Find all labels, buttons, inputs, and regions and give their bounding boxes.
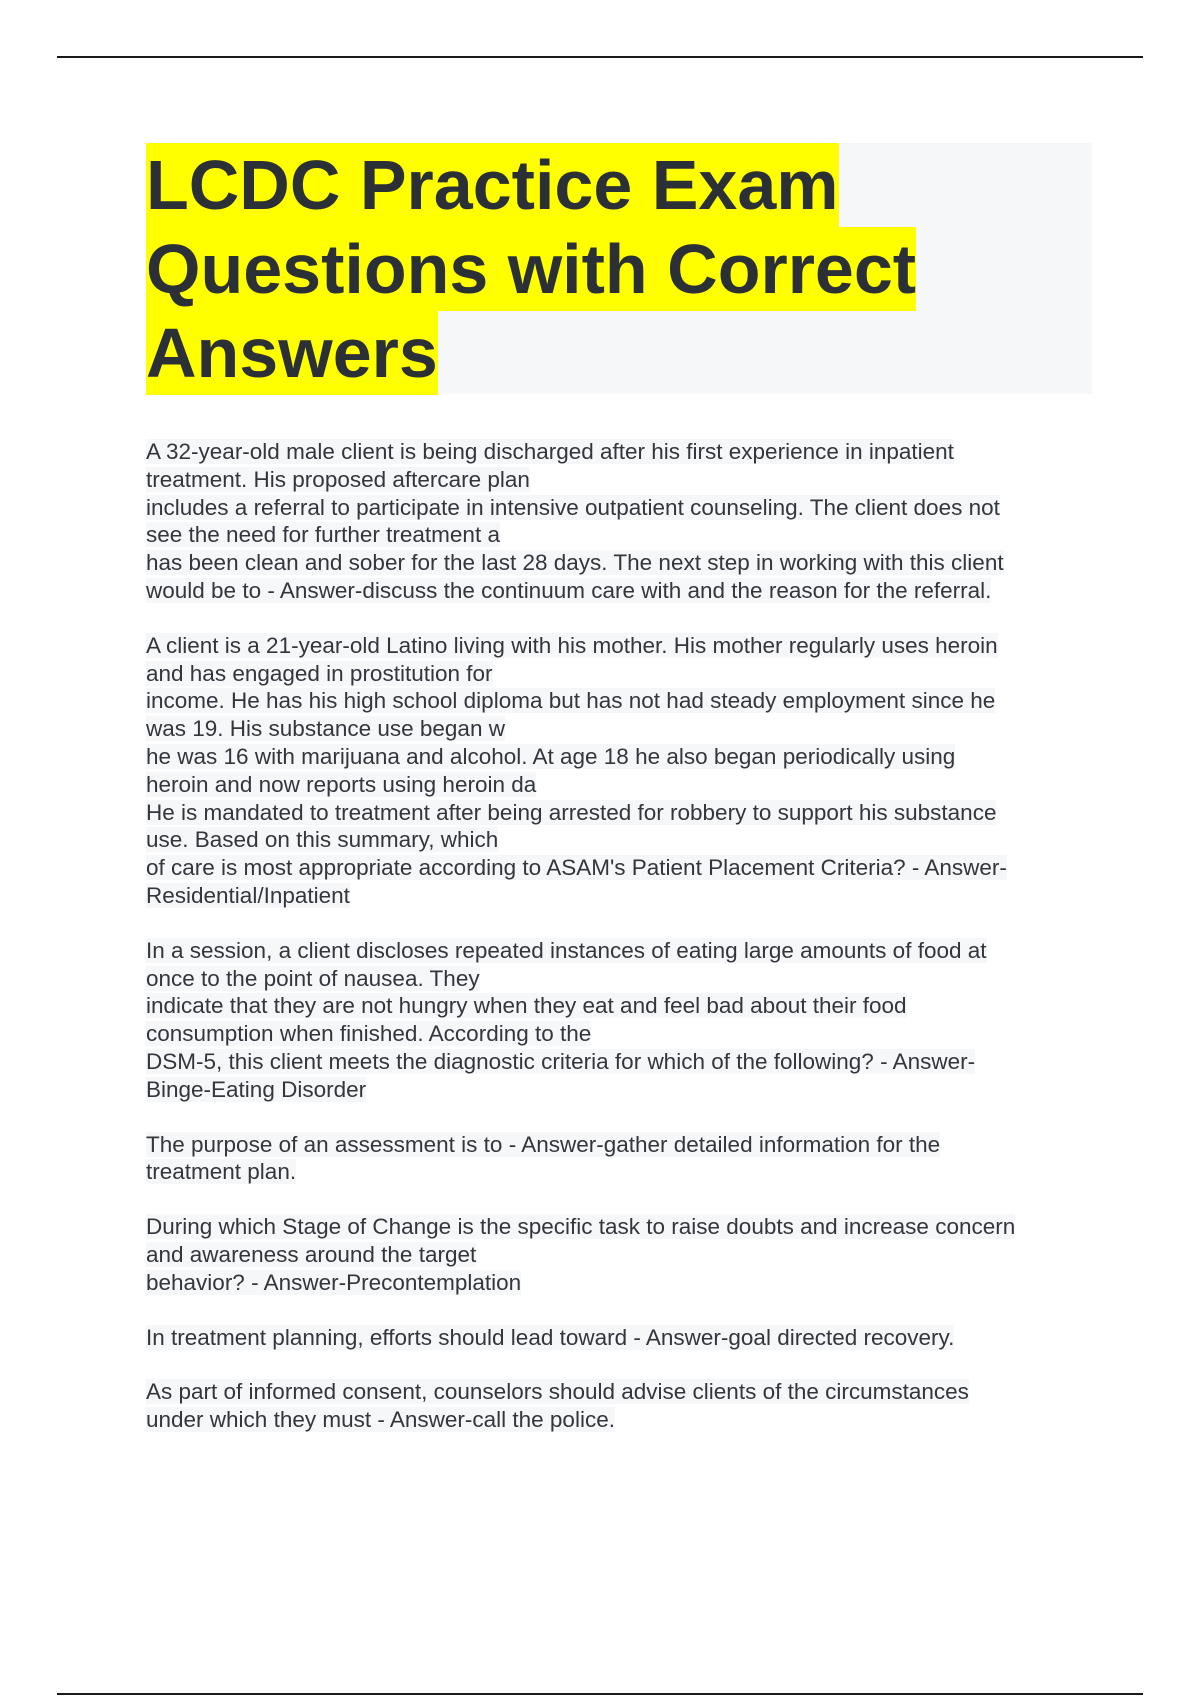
text-line-content: use. Based on this summary, which xyxy=(146,827,499,853)
text-line-content: Binge-Eating Disorder xyxy=(146,1076,367,1102)
text-line-content: He is mandated to treatment after being arrested for robbery to support his substance xyxy=(146,799,997,825)
text-line-content: has been clean and sober for the last 28 days. The next step in working with this client xyxy=(146,550,1004,576)
text-line xyxy=(146,521,1092,549)
text-line-content: The purpose of an assessment is to - Answer-gather detailed information for the xyxy=(146,1131,941,1157)
text-line xyxy=(146,438,1092,466)
text-line xyxy=(146,660,1092,688)
text-line-content: indicate that they are not hungry when they eat and feel bad about their food xyxy=(146,993,907,1019)
title-line-text: Answers xyxy=(146,311,438,395)
title-line xyxy=(146,143,1092,227)
text-line-content: was 19. His substance use began w xyxy=(146,716,505,742)
text-line xyxy=(146,771,1092,799)
title-line xyxy=(146,227,1092,311)
text-line xyxy=(146,1324,1092,1352)
question-answer-item xyxy=(146,1213,1092,1296)
title-block xyxy=(146,143,1092,394)
text-line-content: A 32-year-old male client is being discharged after his first experience in inpatient xyxy=(146,439,954,464)
text-line xyxy=(146,743,1092,771)
text-line-content: In a session, a client discloses repeated instances of eating large amounts of food at xyxy=(146,937,987,963)
text-line xyxy=(146,882,1092,910)
text-line-content: income. He has his high school diploma but has not had steady employment since he xyxy=(146,688,996,714)
text-line xyxy=(146,1241,1092,1269)
text-line-content: Residential/Inpatient xyxy=(146,882,350,908)
text-line xyxy=(146,687,1092,715)
text-line xyxy=(146,965,1092,993)
title-line xyxy=(146,311,1092,395)
bottom-rule xyxy=(57,1693,1143,1695)
question-answer-item xyxy=(146,438,1092,605)
text-line xyxy=(146,466,1092,494)
question-answer-item xyxy=(146,1131,1092,1187)
text-line-content: and has engaged in prostitution for xyxy=(146,660,493,686)
top-rule xyxy=(57,56,1143,58)
text-line-content: see the need for further treatment a xyxy=(146,522,500,548)
text-line-content: behavior? - Answer-Precontemplation xyxy=(146,1269,522,1295)
text-line xyxy=(146,1269,1092,1297)
text-line xyxy=(146,799,1092,827)
text-line-content: As part of informed consent, counselors should advise clients of the circumstances xyxy=(146,1379,969,1405)
text-line xyxy=(146,937,1092,965)
text-line xyxy=(146,1048,1092,1076)
text-line-content: under which they must - Answer-call the police. xyxy=(146,1407,615,1433)
text-line xyxy=(146,1406,1092,1434)
text-line-content: DSM-5, this client meets the diagnostic criteria for which of the following? - Answer- xyxy=(146,1048,976,1074)
text-line-content: treatment. His proposed aftercare plan xyxy=(146,466,530,492)
text-line xyxy=(146,1158,1092,1186)
text-line-content: heroin and now reports using heroin da xyxy=(146,771,537,797)
text-line xyxy=(146,1131,1092,1159)
question-answer-item xyxy=(146,937,1092,1104)
document-title xyxy=(146,143,1092,395)
title-line-text: Questions with Correct xyxy=(146,227,916,311)
text-line xyxy=(146,1213,1092,1241)
text-line-content: consumption when finished. According to the xyxy=(146,1021,592,1047)
text-line-content: In treatment planning, efforts should lead toward - Answer-goal directed recovery. xyxy=(146,1324,955,1350)
text-line xyxy=(146,577,1092,605)
text-line-content: of care is most appropriate according to ASAM's Patient Placement Criteria? - Answer- xyxy=(146,855,1007,881)
title-line-text: LCDC Practice Exam xyxy=(146,143,839,227)
text-line xyxy=(146,1020,1092,1048)
text-line-content: includes a referral to participate in intensive outpatient counseling. The client does not xyxy=(146,494,1000,520)
text-line xyxy=(146,1076,1092,1104)
question-list xyxy=(146,438,1092,1461)
text-line-content: During which Stage of Change is the specific task to raise doubts and increase concern xyxy=(146,1214,1016,1240)
question-answer-item xyxy=(146,1324,1092,1352)
text-line xyxy=(146,854,1092,882)
text-line xyxy=(146,632,1092,660)
text-line xyxy=(146,826,1092,854)
text-line-content: and awareness around the target xyxy=(146,1241,477,1267)
text-line xyxy=(146,494,1092,522)
text-line-content: treatment plan. xyxy=(146,1159,297,1185)
text-line xyxy=(146,549,1092,577)
question-answer-item xyxy=(146,632,1092,910)
text-line-content: A client is a 21-year-old Latino living with his mother. His mother regularly uses heroin xyxy=(146,632,998,658)
text-line xyxy=(146,1378,1092,1406)
question-answer-item xyxy=(146,1378,1092,1434)
text-line xyxy=(146,992,1092,1020)
text-line-content: would be to - Answer-discuss the continuum care with and the reason for the referral. xyxy=(146,577,992,603)
text-line-content: once to the point of nausea. They xyxy=(146,965,480,991)
text-line xyxy=(146,715,1092,743)
text-line-content: he was 16 with marijuana and alcohol. At age 18 he also began periodically using xyxy=(146,743,956,769)
